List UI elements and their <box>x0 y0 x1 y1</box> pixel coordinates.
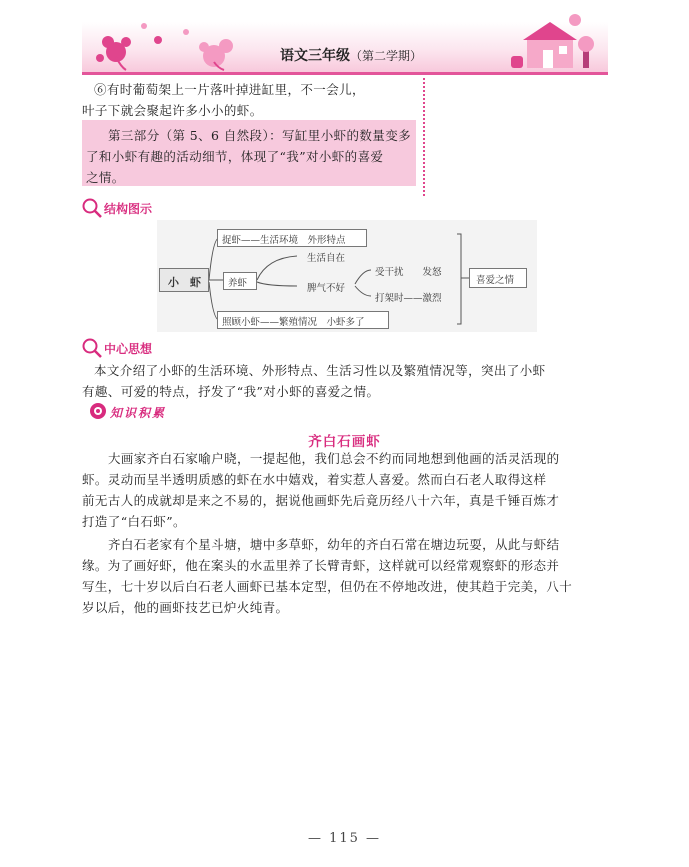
structure-diagram <box>157 220 537 332</box>
result-label: 喜爱之情 <box>476 275 515 286</box>
central-idea-heading: 中心思想 <box>104 342 153 356</box>
magnifier-icon <box>80 197 104 219</box>
fight-line-2: 打架时——激烈 <box>375 293 442 304</box>
part-3-line-2: 了和小虾有趣的活动细节，体现了“我”对小虾的喜爱 <box>86 149 384 164</box>
page-number: — 115 — <box>307 831 382 846</box>
article-line-1: 大画家齐白石家喻户晓，一提起他，我们总会不约而同地想到他画的活灵活现的 <box>108 451 560 466</box>
knowledge-heading: 知识积累 <box>110 406 167 420</box>
knowledge-icon <box>88 401 108 421</box>
article-title: 齐白石画虾 <box>308 434 381 450</box>
article-line-5: 齐白石老家有个星斗塘，塘中多草虾，幼年的齐白石常在塘边玩耍，从此与虾结 <box>108 537 560 552</box>
article-line-3: 前无古人的成就却是来之不易的，据说他画虾先后竟历经八十六年，真是千锤百炼才 <box>82 493 560 508</box>
part-3-summary-box <box>82 120 416 186</box>
article-line-4: 打造了“白石虾”。 <box>82 514 186 529</box>
branch-care-node <box>217 311 389 329</box>
article-line-2: 虾。灵动而呈半透明质感的虾在水中嬉戏，着实惹人喜爱。然而白石老人取得这样 <box>82 472 547 487</box>
article-line-8: 岁以后，他的画虾技艺已炉火纯青。 <box>82 600 289 615</box>
branch-care-label: 照顾小虾——繁殖情况 小虾多了 <box>222 317 365 328</box>
branch-capture-label: 捉虾——生活环境 外形特点 <box>222 235 346 246</box>
article-line-7: 写生，七十岁以后白石老人画虾已基本定型，但仍在不停地改进，使其趋于完美，八十 <box>82 579 573 594</box>
magnifier-icon <box>80 337 104 359</box>
branch-raise-node <box>223 272 257 290</box>
central-idea-line-1: 本文介绍了小虾的生活环境、外形特点、生活习性以及繁殖情况等，突出了小虾 <box>94 363 546 378</box>
header-semester: （第二学期） <box>350 49 423 63</box>
house-decoration-right <box>505 8 605 72</box>
center-node-label: 小 虾 <box>168 276 201 289</box>
result-node <box>469 268 527 288</box>
paragraph-6-line-2: 叶子下就会聚起许多小小的虾。 <box>82 103 263 118</box>
paragraph-6-line-1: ⑥有时葡萄架上一片落叶掉进缸里，不一会儿， <box>94 82 365 97</box>
header-book-title: 语文三年级 <box>280 48 350 64</box>
header-title <box>280 45 422 65</box>
dotted-divider <box>423 78 425 196</box>
branch-raise-label: 养虾 <box>228 278 248 289</box>
flower-decoration-left <box>86 12 246 72</box>
part-3-line-3: 之情。 <box>86 170 125 185</box>
center-node <box>159 268 209 292</box>
part-3-line-1: 第三部分（第 5、6 自然段）：写缸里小虾的数量变多 <box>108 128 412 143</box>
branch-raise-sub-1: 生活自在 <box>307 253 346 264</box>
central-idea-line-2: 有趣、可爱的特点，抒发了“我”对小虾的喜爱之情。 <box>82 384 380 399</box>
fight-line-1: 受干扰 发怒 <box>375 267 442 278</box>
article-line-6: 缘。为了画好虾，他在案头的水盂里养了长臂青虾，这样就可以经常观察虾的形态并 <box>82 558 560 573</box>
branch-capture-node <box>217 229 367 247</box>
structure-heading: 结构图示 <box>104 202 153 216</box>
branch-raise-sub-2: 脾气不好 <box>307 283 346 294</box>
